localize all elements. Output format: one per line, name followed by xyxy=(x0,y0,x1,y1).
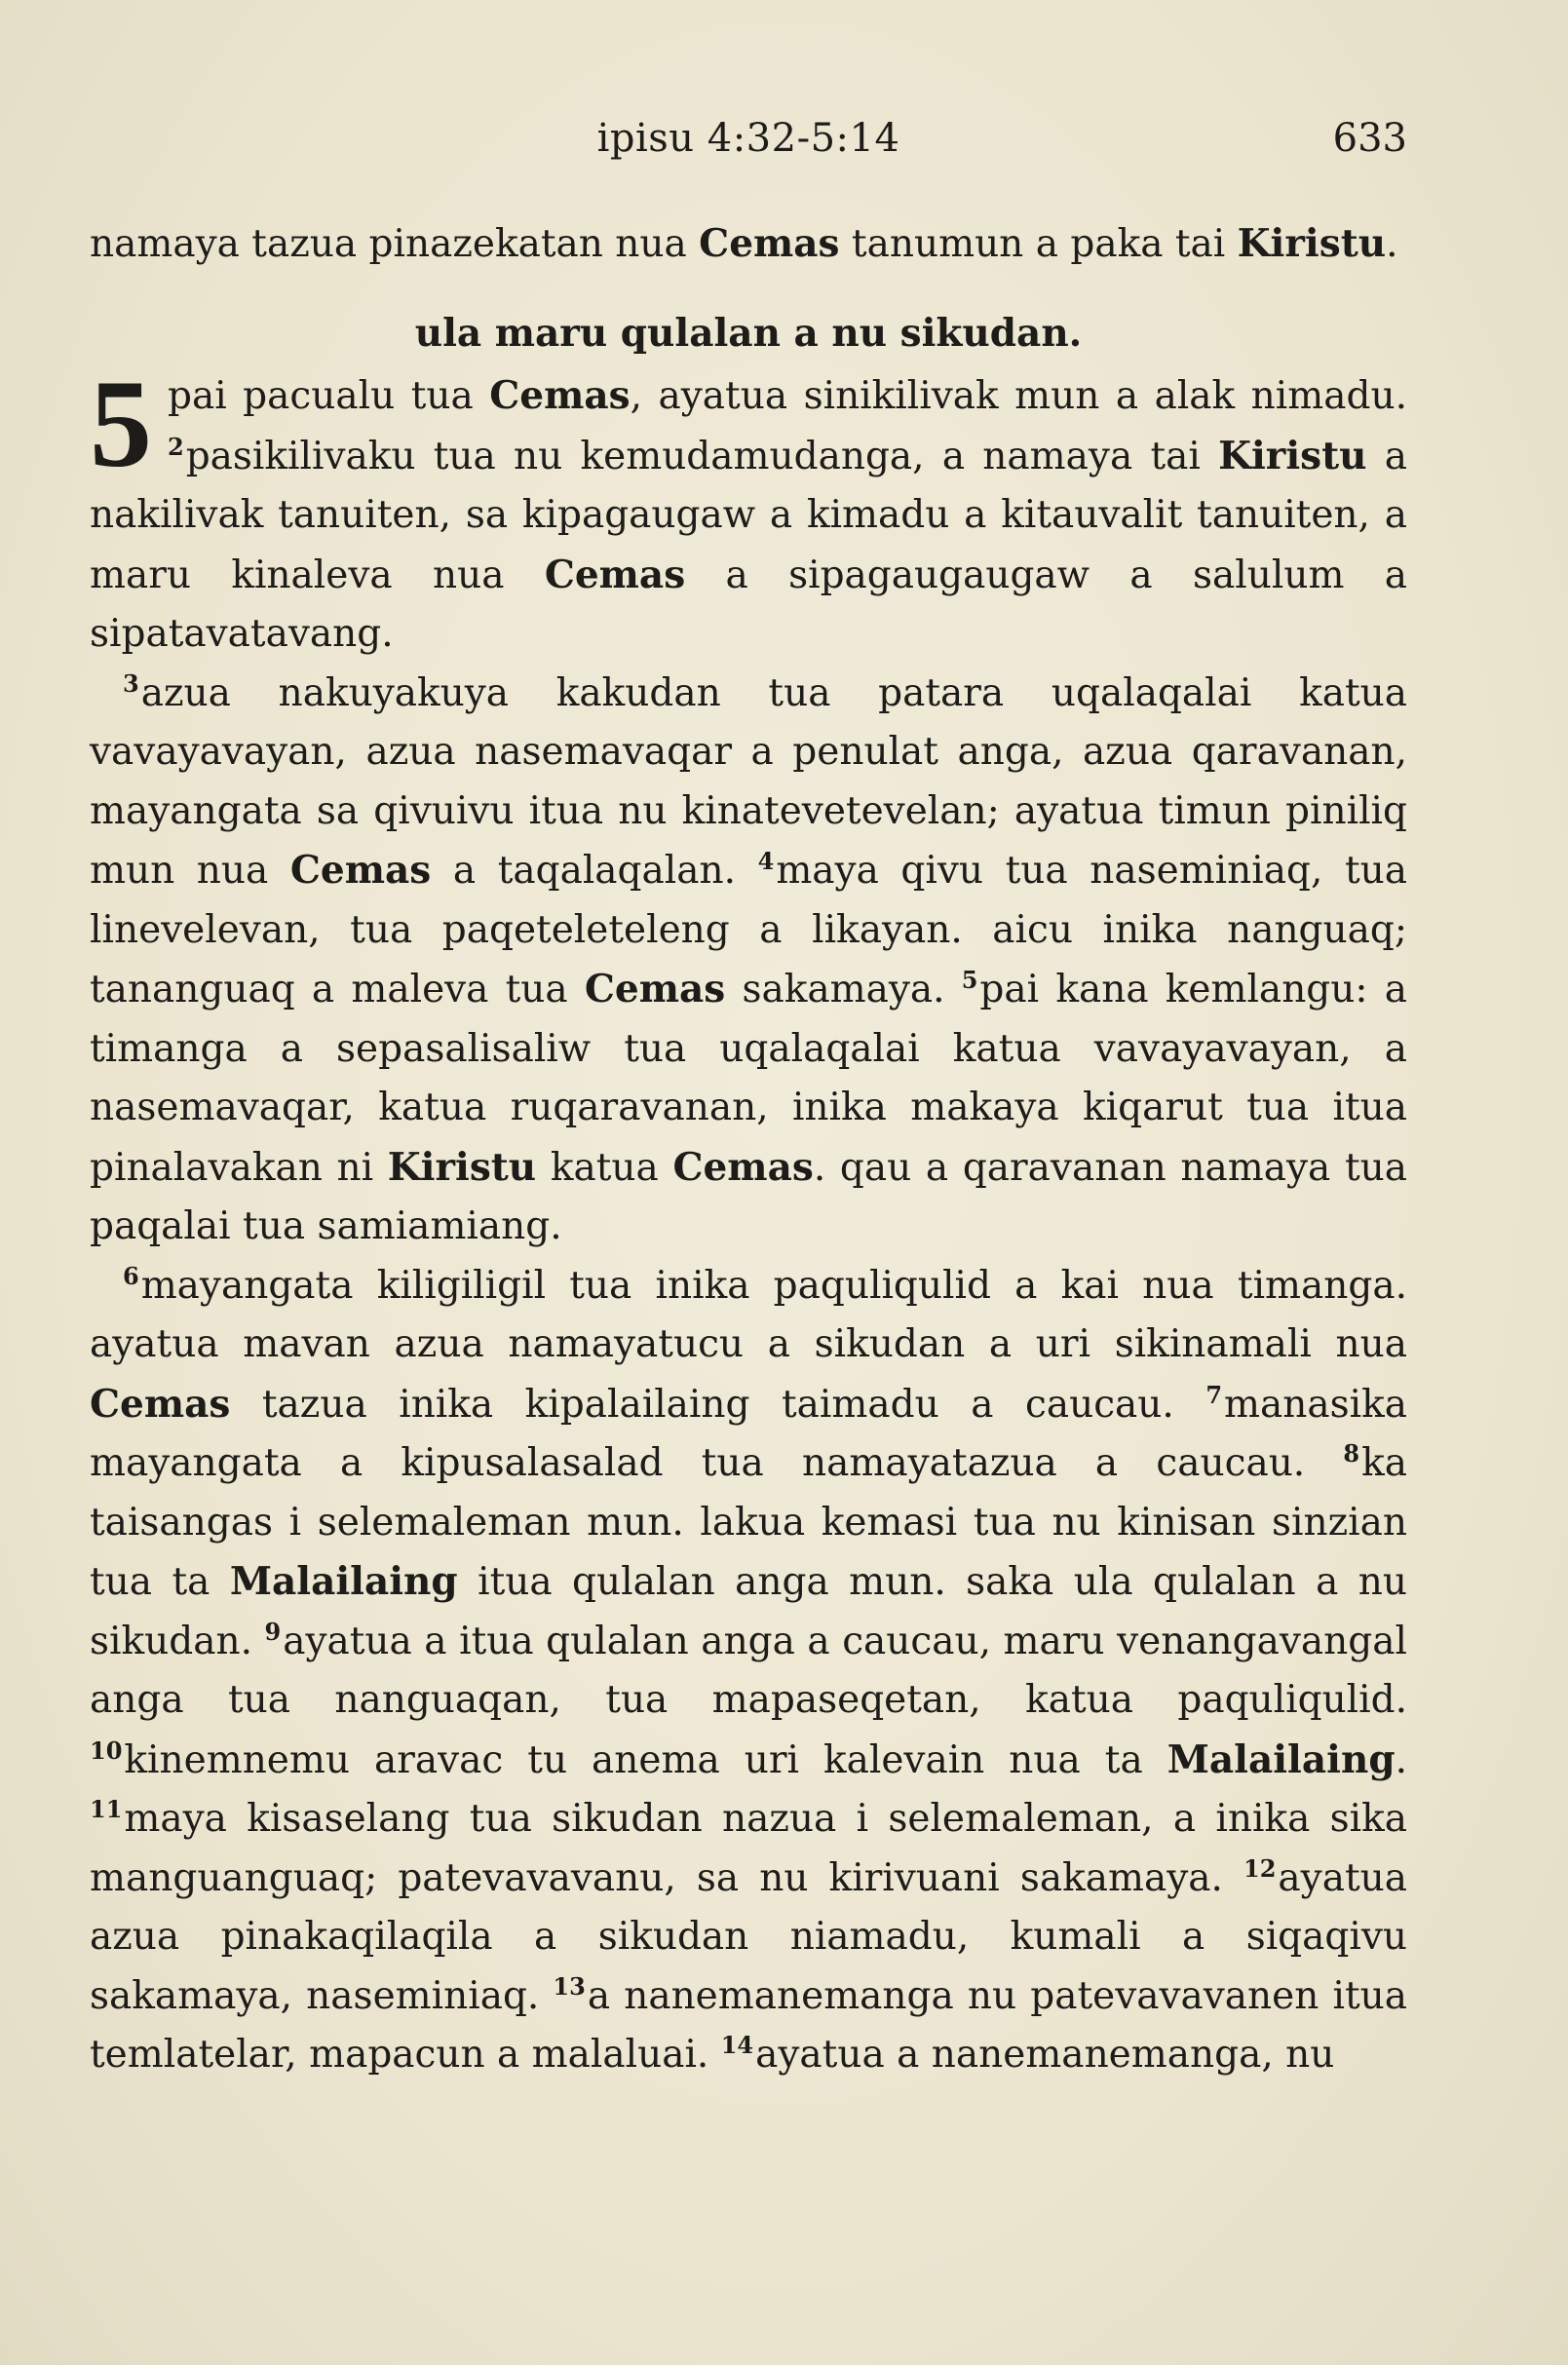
verse-number: 6 xyxy=(123,1261,139,1290)
text-run: katua xyxy=(536,1145,673,1190)
verse-number: 10 xyxy=(90,1736,123,1765)
text-run: sakamaya. xyxy=(725,968,962,1011)
page-number: 633 xyxy=(1332,116,1407,161)
text-run: maya qivu tua naseminiaq, tua linevelevan, tua paqeteleteleng a likayan. aicu inika nanguaq; tananguaq a maleva tua xyxy=(90,849,1407,1011)
verse-number: 13 xyxy=(553,1971,586,2001)
text-run: manasika mayangata a kipusalasalad tua namayatazua a caucau. xyxy=(90,1382,1407,1485)
text-run: a nakilivak tanuiten, sa kipagaugaw a kimadu a kitauvalit tanuiten, a maru kinaleva nua xyxy=(90,434,1407,597)
intro-paragraph xyxy=(90,214,1407,275)
name-cemas: Cemas xyxy=(699,221,840,266)
text-run: itua qulalan anga mun. saka ula qulalan a nu sikudan. xyxy=(90,1560,1407,1663)
text-run: ka taisangas i selemaleman mun. lakua kemasi tua nu kinisan sinzian tua ta xyxy=(90,1441,1407,1604)
verse-number: 8 xyxy=(1343,1439,1360,1468)
text-run: . xyxy=(1395,1737,1407,1782)
text-run: tanumun a paka tai xyxy=(839,222,1238,266)
text-run: pai kana kemlangu: a timanga a sepasalisaliw tua uqalaqalai katua vavayavayan, a nasemavaqar, katua ruqaravanan, inika makaya kiqarut tua itua pinalavakan ni xyxy=(90,968,1407,1190)
name-cemas: Cemas xyxy=(90,1381,231,1427)
text-run: a sipagaugaugaw a salulum a sipatavatavang. xyxy=(90,553,1408,656)
verse-number: 7 xyxy=(1205,1380,1223,1409)
text-run: kinemnemu aravac tu anema uri kalevain nua ta xyxy=(124,1737,1167,1782)
name-cemas: Cemas xyxy=(584,967,726,1011)
name-kiristu: Kiristu xyxy=(1218,433,1367,478)
paragraph-verses-6-14 xyxy=(90,1257,1407,2085)
name-malailaing: Malailaing xyxy=(229,1559,458,1604)
verse-number: 3 xyxy=(123,668,139,698)
verse-number: 4 xyxy=(757,847,775,875)
name-kiristu: Kiristu xyxy=(387,1144,537,1190)
text-run: mayangata kiligiligil tua inika paquliqulid a kai nua timanga. ayatua mavan azua namayatucu a sikudan a uri sikinamali nua xyxy=(90,1263,1407,1366)
text-run: ayatua azua pinakaqilaqila a sikudan niamadu, kumali a siqaqivu sakamaya, naseminiaq. xyxy=(90,1855,1407,2018)
name-malailaing: Malailaing xyxy=(1166,1736,1396,1782)
text-run: pai pacualu tua xyxy=(168,374,490,418)
chapter-number: 5 xyxy=(90,355,152,493)
text-run: maya kisaselang tua sikudan nazua i selemaleman, a inika sika manguanguaq; patevavavanu, sa nu kirivuani sakamaya. xyxy=(90,1797,1407,1900)
text-run: a nanemanemanga nu patevavavanen itua temlatelar, mapacun a malaluai. xyxy=(90,1973,1407,2077)
text-run: ayatua a nanemanemanga, nu xyxy=(755,2033,1335,2077)
name-cemas: Cemas xyxy=(489,373,631,418)
verse-number: 2 xyxy=(168,432,184,461)
verse-number: 9 xyxy=(264,1617,282,1646)
paragraph-chapter-start xyxy=(90,355,1408,665)
text-run: a taqalaqalan. xyxy=(431,849,758,893)
name-kiristu: Kiristu xyxy=(1237,221,1387,266)
page-header xyxy=(90,109,1407,168)
verse-number: 14 xyxy=(720,2031,754,2059)
verse-number: 5 xyxy=(961,966,978,994)
text-run: pasikilivaku tua nu kemudamudanga, a namaya tai xyxy=(185,434,1219,478)
text-run: namaya tazua pinazekatan nua xyxy=(90,222,700,266)
text-run: , ayatua sinikilivak mun a alak nimadu. xyxy=(630,374,1407,418)
paragraph-verses-3-5 xyxy=(90,665,1407,1257)
verse-number: 12 xyxy=(1243,1853,1277,1883)
text-run: azua nakuyakuya kakudan tua patara uqalaqalai katua vavayavayan, azua nasemavaqar a penulat anga, azua qaravanan, mayangata sa qivuivu itua nu kinatevetevelan; ayatua timun piniliq mun nua xyxy=(90,670,1407,893)
name-cemas: Cemas xyxy=(544,552,686,597)
section-heading: ula maru qulalan a nu sikudan. xyxy=(414,310,1083,356)
text-body xyxy=(90,214,1407,2085)
name-cemas: Cemas xyxy=(289,848,432,893)
running-head: ipisu 4:32-5:14 xyxy=(596,116,900,161)
text-run: ayatua a itua qulalan anga a caucau, maru venangavangal anga tua nanguaqan, tua mapaseqetan, katua paquliqulid. xyxy=(90,1619,1407,1722)
text-run: tazua inika kipalailaing taimadu a caucau. xyxy=(230,1382,1206,1427)
verse-number: 11 xyxy=(90,1795,123,1823)
name-cemas: Cemas xyxy=(672,1144,814,1190)
text-run: . xyxy=(1386,222,1398,266)
text-run: . qau a qaravanan namaya tua paqalai tua samiamiang. xyxy=(90,1145,1407,1248)
